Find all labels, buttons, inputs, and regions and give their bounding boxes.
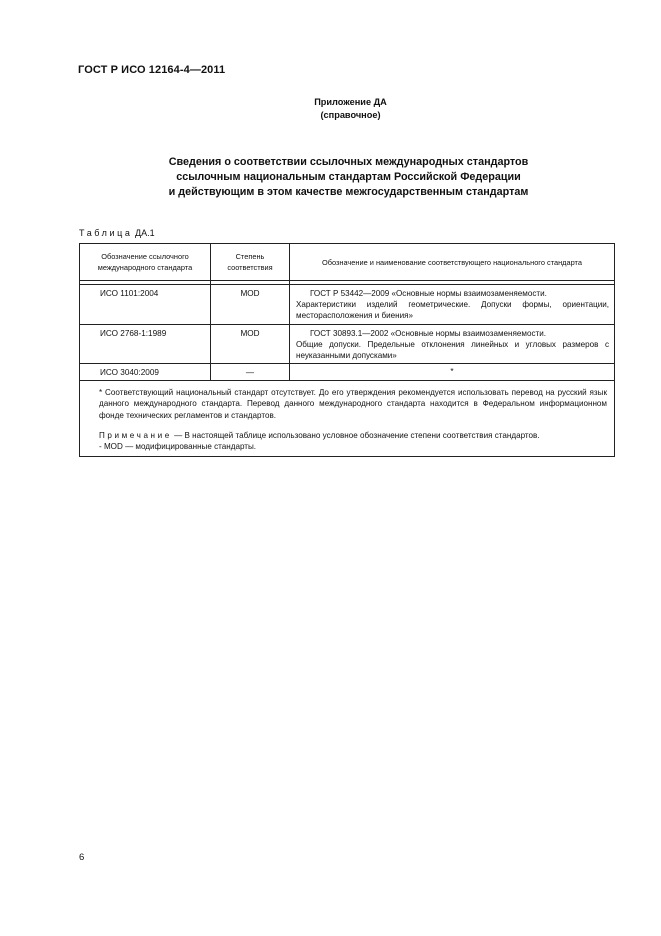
table-header-row bbox=[80, 244, 615, 281]
annex-status: (справочное) bbox=[320, 110, 381, 120]
section-title-line-1: Сведения о соответствии ссылочных международных стандартов bbox=[168, 156, 529, 168]
note bbox=[87, 430, 607, 441]
note-text: — В настоящей таблице использовано условное обозначение степени соответствия стандартов. bbox=[174, 430, 540, 440]
row-national-standard bbox=[290, 285, 615, 325]
row-standard: ИСО 1101:2004 bbox=[80, 285, 211, 325]
row-degree: MOD bbox=[211, 285, 290, 325]
table-caption-id: ДА.1 bbox=[135, 228, 155, 238]
section-title-line-3: и действующим в этом качестве межгосударственным стандартам bbox=[168, 186, 529, 198]
section-title-line-2: ссылочным национальным стандартам Российской Федерации bbox=[176, 171, 521, 183]
header-col1-line2: международного стандарта bbox=[97, 263, 193, 272]
row-national-line1: ГОСТ 30893.1—2002 «Основные нормы взаимозаменяемости. bbox=[310, 328, 546, 338]
header-col1-line1: Обозначение ссылочного bbox=[101, 252, 189, 261]
table-caption bbox=[79, 228, 155, 238]
correspondence-table bbox=[79, 243, 615, 457]
annex-title: Приложение ДА bbox=[314, 97, 387, 107]
annex-heading bbox=[0, 96, 661, 122]
table-notes-row bbox=[80, 381, 615, 457]
table-row bbox=[80, 364, 615, 381]
header-national-standard: Обозначение и наименование соответствующего национального стандарта bbox=[290, 244, 615, 281]
table-notes bbox=[80, 381, 615, 457]
page-number: 6 bbox=[79, 852, 85, 863]
row-national-standard: * bbox=[290, 364, 615, 381]
header-degree bbox=[211, 244, 290, 281]
footnote: * Соответствующий национальный стандарт отсутствует. До его утверждения рекомендуется использовать перевод на русский язык данного международного стандарта. Перевод данного международного стандарта находится в Федеральном информационном фонде технических регламентов и стандартов. bbox=[99, 388, 607, 420]
note-word: Примечание bbox=[99, 430, 172, 440]
row-national-standard bbox=[290, 324, 615, 364]
header-col2-line2: соответствия bbox=[227, 263, 273, 272]
row-standard: ИСО 3040:2009 bbox=[80, 364, 211, 381]
header-col2-line1: Степень bbox=[235, 252, 265, 261]
document-code: ГОСТ Р ИСО 12164-4—2011 bbox=[78, 64, 226, 76]
row-degree: — bbox=[211, 364, 290, 381]
row-national-rest: Характеристики изделий геометрические. Допуски формы, ориентации, месторасположения и биения» bbox=[296, 300, 609, 321]
table-row bbox=[80, 324, 615, 364]
section-title bbox=[0, 155, 661, 200]
row-standard: ИСО 2768-1:1989 bbox=[80, 324, 211, 364]
row-national-rest: Общие допуски. Предельные отклонения линейных и угловых размеров с неуказанными допусками» bbox=[296, 339, 609, 361]
note-item: - MOD — модифицированные стандарты. bbox=[99, 442, 257, 452]
row-degree: MOD bbox=[211, 324, 290, 364]
table-row bbox=[80, 285, 615, 325]
row-national-line1: ГОСТ Р 53442—2009 «Основные нормы взаимозаменяемости. bbox=[310, 289, 547, 298]
header-international-standard bbox=[80, 244, 211, 281]
table-caption-word: Таблица bbox=[79, 228, 133, 238]
